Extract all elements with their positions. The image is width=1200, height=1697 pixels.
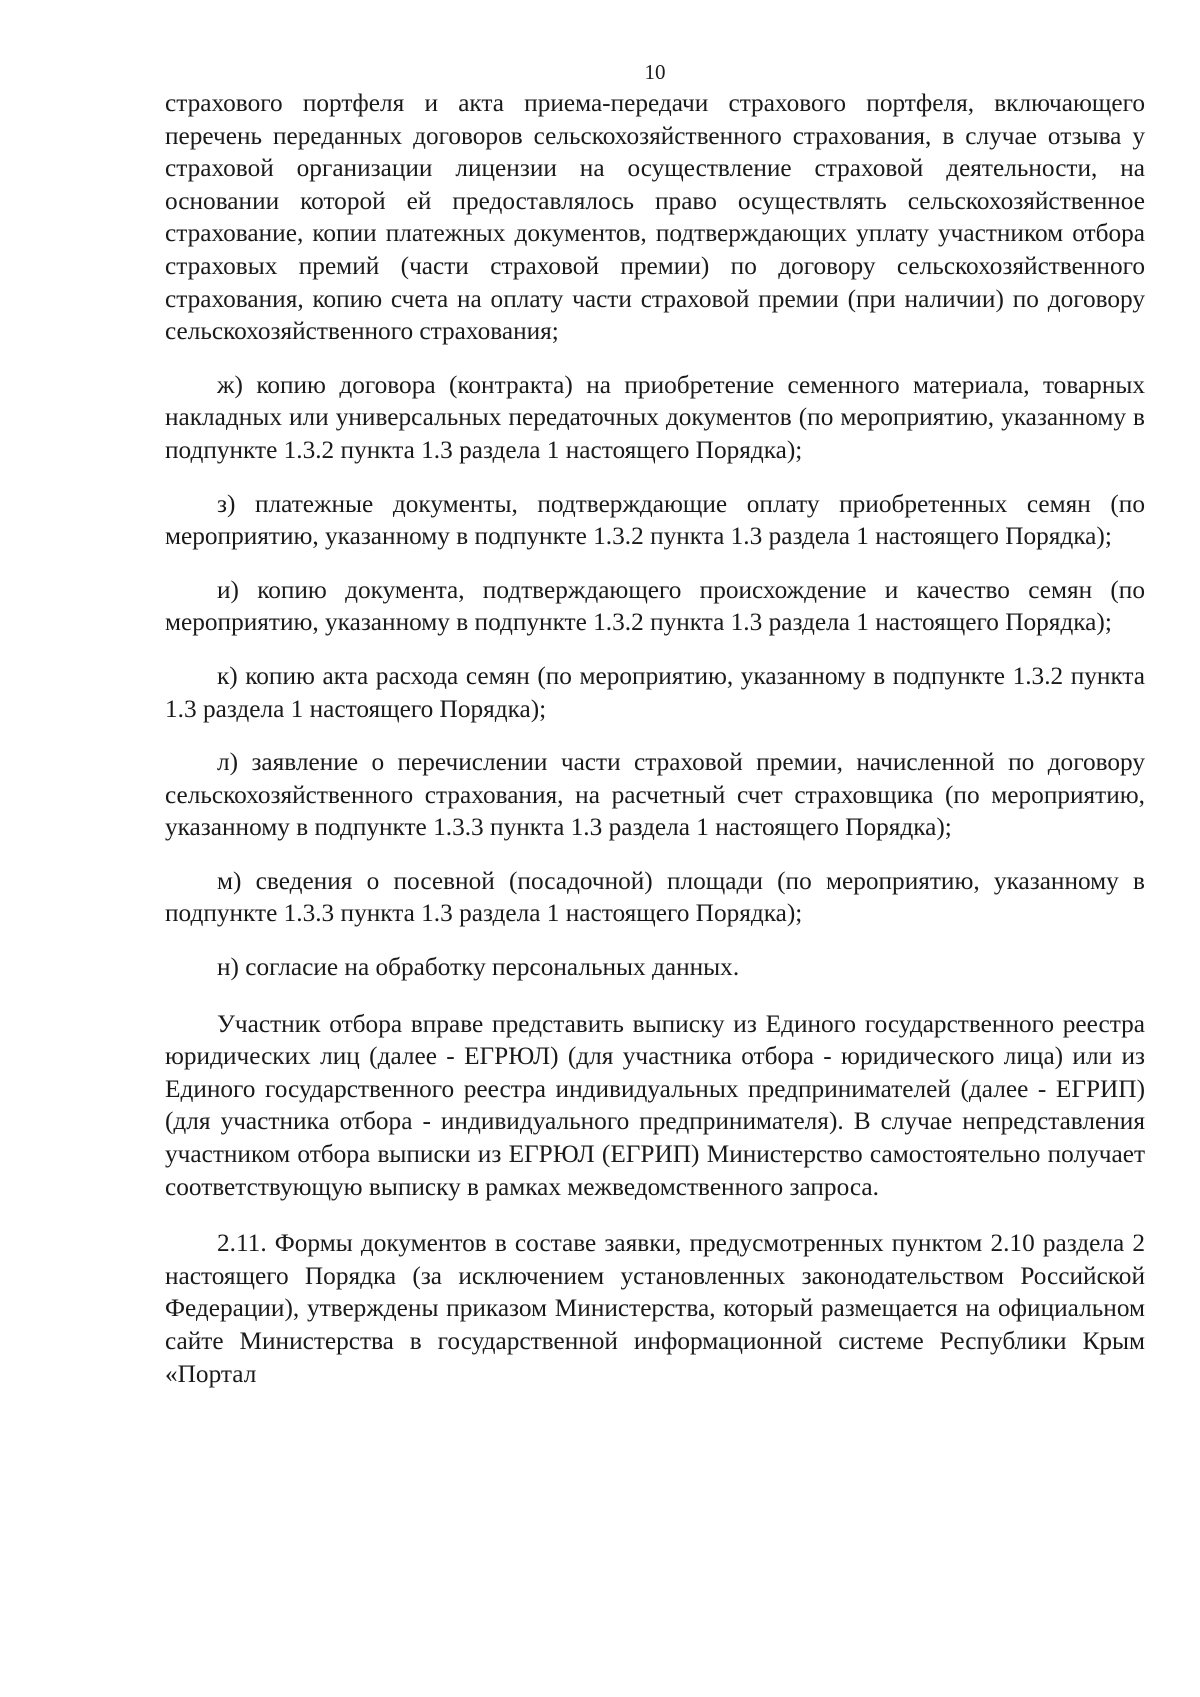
paragraph-item-n: н) согласие на обработку персональных данных.: [217, 953, 740, 982]
paragraph-item-i: и) копию документа, подтверждающего происхождение и качество семян (по мероприятию, указанному в подпункте 1.3.2 пункта 1.3 раздела 1 настоящего Порядка);: [165, 575, 1145, 637]
paragraph-egrul-extract: Участник отбора вправе представить выписку из Единого государственного реестра юридических лиц (далее - ЕГРЮЛ) (для участника отбора - юридического лица) или из Единого государственного реестра индивидуальных предпринимателей (далее - ЕГРИП) (для участника отбора - индивидуального предпринимателя). В случае непредставления участником отбора выписки из ЕГРЮЛ (ЕГРИП) Министерство самостоятельно получает соответствующую выписку в рамках межведомственного запроса.: [165, 1009, 1145, 1201]
paragraph-item-z: з) платежные документы, подтверждающие оплату приобретенных семян (по мероприятию, указанному в подпункте 1.3.2 пункта 1.3 раздела 1 настоящего Порядка);: [165, 489, 1145, 551]
paragraph-item-m: м) сведения о посевной (посадочной) площади (по мероприятию, указанному в подпункте 1.3.3 пункта 1.3 раздела 1 настоящего Порядка);: [165, 866, 1145, 928]
document-page: [165, 60, 1145, 1390]
paragraph-section-2-11: 2.11. Формы документов в составе заявки, предусмотренных пунктом 2.10 раздела 2 настоящего Порядка (за исключением установленных законодательством Российской Федерации), утверждены приказом Министерства, который размещается на официальном сайте Министерства в государственной информационной системе Республики Крым «Портал: [165, 1229, 1145, 1388]
page-number: 10: [644, 60, 666, 84]
paragraph-item-zh: ж) копию договора (контракта) на приобретение семенного материала, товарных накладных или универсальных передаточных документов (по мероприятию, указанному в подпункте 1.3.2 пункта 1.3 раздела 1 настоящего Порядка);: [165, 370, 1145, 464]
paragraph-item-k: к) копию акта расхода семян (по мероприятию, указанному в подпункте 1.3.2 пункта 1.3 раздела 1 настоящего Порядка);: [165, 661, 1145, 723]
paragraph-item-l: л) заявление о перечислении части страховой премии, начисленной по договору сельскохозяйственного страхования, на расчетный счет страховщика (по мероприятию, указанному в подпункте 1.3.3 пункта 1.3 раздела 1 настоящего Порядка);: [165, 748, 1145, 842]
paragraph-insurance-documents: страхового портфеля и акта приема-передачи страхового портфеля, включающего перечень переданных договоров сельскохозяйственного страхования, в случае отзыва у страховой организации лицензии на осуществление страховой деятельности, на основании которой ей предоставлялось право осуществлять сельскохозяйственное страхование, копии платежных документов, подтверждающих уплату участником отбора страховых премий (части страховой премии) по договору сельскохозяйственного страхования, копию счета на оплату части страховой премии (при наличии) по договору сельскохозяйственного страхования;: [165, 89, 1145, 346]
